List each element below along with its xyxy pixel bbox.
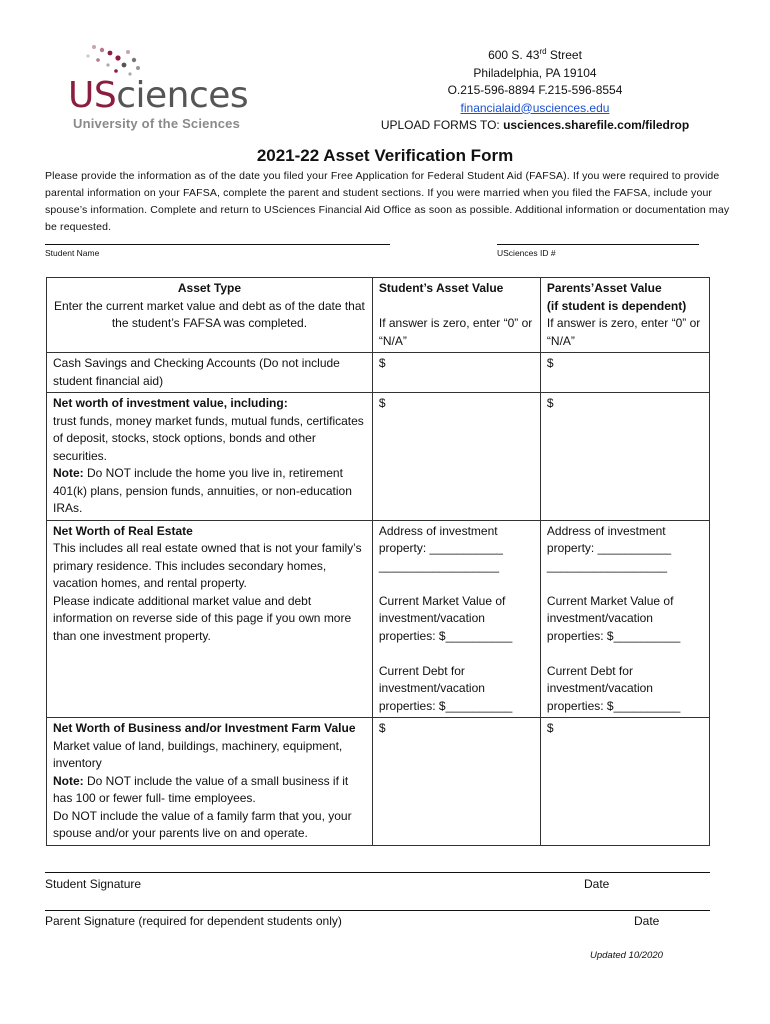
- logo-us: US: [68, 75, 117, 116]
- table-row: [47, 393, 710, 521]
- upload-url[interactable]: usciences.sharefile.com/filedrop: [503, 118, 690, 132]
- header-parent-value: Parents’Asset Value (if student is dependent) If answer is zero, enter “0” or “N/A”: [540, 278, 709, 353]
- row-investments: Net worth of investment value, including: trust funds, money market funds, mutual funds, certificates of deposit, stocks, stock options, bonds and other securities. Note: Do NOT include the home you live in, retirement 401(k) plans, pension funds, annuities, or non-education IRAs.: [47, 393, 373, 521]
- table-row: [47, 520, 710, 718]
- parent-signature-label: Parent Signature (required for dependent students only): [45, 914, 342, 928]
- student-name-label: Student Name: [45, 248, 100, 258]
- upload-line: UPLOAD FORMS TO: usciences.sharefile.com/filedrop: [380, 118, 690, 132]
- student-signature-label: Student Signature: [45, 877, 142, 891]
- student-id-line[interactable]: [497, 244, 699, 245]
- parent-cash-input[interactable]: $: [540, 353, 709, 393]
- student-name-line[interactable]: [45, 244, 390, 245]
- updated-note: Updated 10/2020: [590, 950, 663, 961]
- parent-signature-line[interactable]: [45, 910, 710, 911]
- parent-investment-input[interactable]: $: [540, 393, 709, 521]
- student-cash-input[interactable]: $: [372, 353, 540, 393]
- address-block: [330, 47, 740, 135]
- row-cash-savings: Cash Savings and Checking Accounts (Do not include student financial aid): [47, 353, 373, 393]
- header-student-value: Student’s Asset Value If answer is zero, enter “0” or “N/A”: [372, 278, 540, 353]
- header-asset-type: Asset Type Enter the current market value and debt as of the date that the student’s FAFSA was completed.: [47, 278, 373, 353]
- table-row: [47, 353, 710, 393]
- student-id-label: USciences ID #: [497, 248, 556, 258]
- student-investment-input[interactable]: $: [372, 393, 540, 521]
- parent-date-label: Date: [634, 914, 660, 928]
- parent-real-estate-input[interactable]: Address of investment property: ___________ __________________ Current Market Value of investment/vacation properties: $__________ Current Debt for investment/vacation properties: $__________: [540, 520, 709, 718]
- row-business-farm: Net Worth of Business and/or Investment Farm Value Market value of land, buildings, machinery, equipment, inventory Note: Do NOT include the value of a small business if it has 100 or fewer full- time employees. Do NOT include the value of a family farm that you, your spouse and/or your parents live on and operate.: [47, 718, 373, 846]
- table-header-row: [47, 278, 710, 353]
- student-signature-line[interactable]: [45, 872, 710, 873]
- logo-wordmark: [68, 75, 249, 116]
- logo-ciences: ciences: [116, 75, 249, 116]
- asset-table: [46, 277, 710, 846]
- table-row: [47, 718, 710, 846]
- parent-business-input[interactable]: $: [540, 718, 709, 846]
- student-real-estate-input[interactable]: Address of investment property: ___________ __________________ Current Market Value of investment/vacation properties: $__________ Current Debt for investment/vacation properties: $__________: [372, 520, 540, 718]
- city-line: Philadelphia, PA 19104: [473, 65, 597, 80]
- logo-subtitle: University of the Sciences: [73, 116, 241, 131]
- student-business-input[interactable]: $: [372, 718, 540, 846]
- student-date-label: Date: [584, 877, 610, 891]
- form-title: 2021-22 Asset Verification Form: [256, 146, 514, 165]
- intro-paragraph: Please provide the information as of the date you filed your Free Application for Federal Student Aid (FAFSA). If you were required to provide parental information on your FAFSA, complete the parent and student sections. If you were married when you filed the FAFSA, include your spouse’s information. Complete and return to USciences Financial Aid Office as soon as possible. Additional information or documentation may be requested.: [45, 170, 730, 233]
- street-line: 600 S. 43rd Street: [488, 47, 582, 62]
- email-link[interactable]: financialaid@usciences.edu: [460, 100, 610, 115]
- row-real-estate: Net Worth of Real Estate This includes all real estate owned that is not your family’s primary residence. This includes secondary homes, vacation homes, and rental property. Please indicate additional market value and debt information on reverse side of this page if you own more than one investment property.: [47, 520, 373, 718]
- phone-line: O.215-596-8894 F.215-596-8554: [447, 83, 623, 97]
